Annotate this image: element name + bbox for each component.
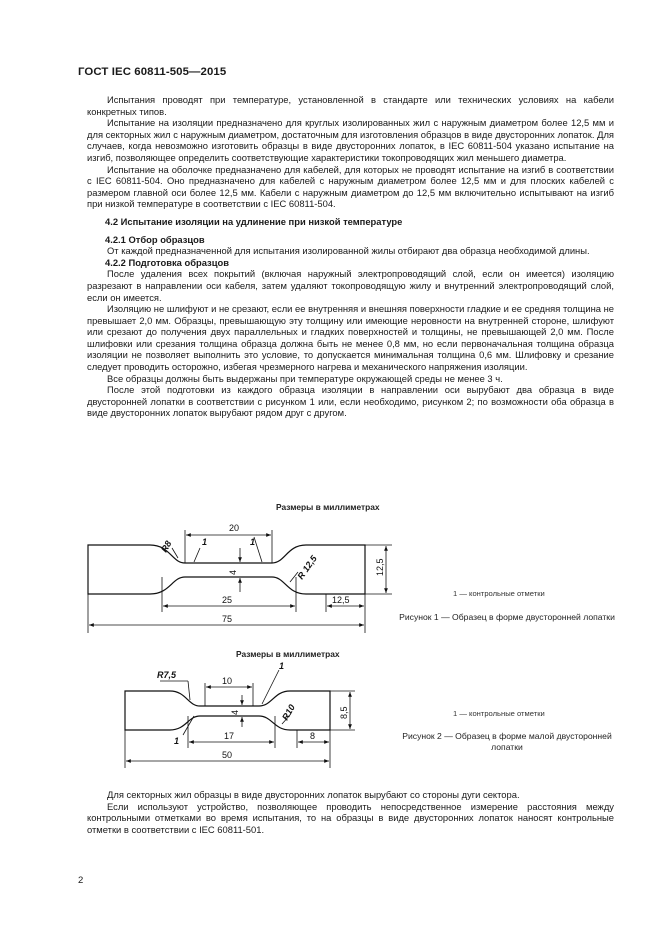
dim-gauge-length: 10 [222,676,233,686]
dim-total-length: 50 [222,750,233,760]
dim-end-length: 12,5 [332,595,350,605]
dim-radius-large: R 12,5 [295,553,319,582]
dim-end-height: 12,5 [375,558,385,576]
closing-text [87,789,614,835]
paragraph: От каждой предназначенной для испытания изолированной жилы отбирают два образца необходимой длины. [107,245,590,257]
figure2-caption: Рисунок 2 — Образец в форме малой двусторонней лопатки [402,731,612,752]
marker-label: 1 [279,661,285,671]
page-number: 2 [78,875,84,886]
figure2-units-label: Размеры в миллиметрах [236,649,340,659]
dim-narrow-width: 4 [228,569,238,575]
section-heading-4-2-2: 4.2.2 Подготовка образцов [105,256,229,268]
dim-inner-length: 25 [222,595,233,605]
marker-label: 1 [250,537,256,547]
dim-end-height: 8,5 [339,706,349,719]
paragraph: Для секторных жил образцы в виде двусторонних лопаток вырубают со стороны дуги сектора. [107,789,520,800]
marker-label: 1 [174,736,180,746]
document-header: ГОСТ IEC 60811-505—2015 [78,66,227,78]
paragraph: После удаления всех покрытий (включая наружный электропроводящий слой, если он имеется) изоляцию разрезают в направлении оси кабеля, затем удаляют токопроводящую жилу и внутренний электропроводящий слой, если он имеется. [87,268,614,303]
figure2-dimension-lines [125,670,355,768]
paragraph: Испытание на оболочке предназначено для кабелей, для которых не проводят испытание на изгиб в соответствии с IEC 60811-504. Оно предназначено для кабелей с наружным диаметром более 12,5 мм и для плоских кабелей с размером главной оси более 12,5 мм. Кабели с наружным диаметром до 12,5 мм включительно испытывают на изгиб при низкой температуре в соответствии с IEC 60811-504. [87,163,614,210]
figure2-legend: 1 — контрольные отметки [453,709,545,718]
dim-total-length: 75 [222,614,233,624]
paragraph: Изоляцию не шлифуют и не срезают, если ее внутренняя и внешняя поверхности гладкие и ее средняя толщина не превышает 2,0 мм. Образцы, превышающую эту толщину или имеющие неровности на внутренней стороне, шлифуют или срезают до получения двух параллельных и гладких поверхностей и толщины, не превышающей 2,0 мм. После шлифовки или срезания толщина образца должна быть не менее 0,8 мм, но если первоначальная толщина образца изоляции не позволяет выполнить это условие, то допускается минимальная толщина 0,6 мм. Шлифовку и срезание следует проводить осторожно, избегая чрезмерного нагрева и механического напряжения изоляции. [87,303,614,373]
paragraph: Испытания проводят при температуре, установленной в стандарте или технических условиях на кабели конкретных типов. [87,94,614,117]
dim-radius-small: R8 [159,539,174,554]
figure2-specimen-outline [125,691,330,730]
figure1-units-label: Размеры в миллиметрах [276,502,380,512]
dim-gauge-length: 20 [229,523,240,533]
figure1-caption: Рисунок 1 — Образец в форме двусторонней лопатки [399,612,615,622]
dim-narrow-width: 4 [230,709,240,715]
figure1-specimen-outline [88,545,365,594]
dim-end-length: 8 [310,731,316,741]
dim-inner-length: 17 [224,731,235,741]
dim-radius-large: R10 [280,702,297,722]
paragraph: Если используют устройство, позволяющее проводить непосредственное измерение расстояния между контрольными отметками во время испытания, то на образцы в виде двусторонних лопаток наносят контрольные отметки в соответствии с IEC 60811-501. [87,800,614,835]
section-heading-4-2: 4.2 Испытание изоляции на удлинение при низкой температуре [105,215,403,227]
figure1-legend: 1 — контрольные отметки [453,589,545,598]
paragraph: Все образцы должны быть выдержаны при температуре окружающей среды не менее 3 ч. [107,372,503,384]
dim-radius-small: R7,5 [157,670,177,680]
section-heading-4-2-1: 4.2.1 Отбор образцов [105,233,205,245]
paragraph: После этой подготовки из каждого образца изоляции в направлении оси вырубают два образца в виде двусторонней лопатки в соответствии с рисунком 1 или, если необходимо, рисунком 2; по возможности оба образца в виде двусторонних лопаток вырубают рядом друг с другом. [87,384,614,419]
marker-label: 1 [202,537,208,547]
paragraph: Испытание на изоляции предназначено для круглых изолированных жил с наружным диаметром более 12,5 мм и для секторных жил с наружным диаметром, достаточным для изготовления образцов в виде двусторонних лопаток. Для случаев, когда невозможно изготовить образцы в виде двусторонних лопаток, в IEC 60811-504 указано испытание на изгиб, позволяющее определить соответствующие характеристики токопроводящих жил меньшего диаметра. [87,117,614,163]
